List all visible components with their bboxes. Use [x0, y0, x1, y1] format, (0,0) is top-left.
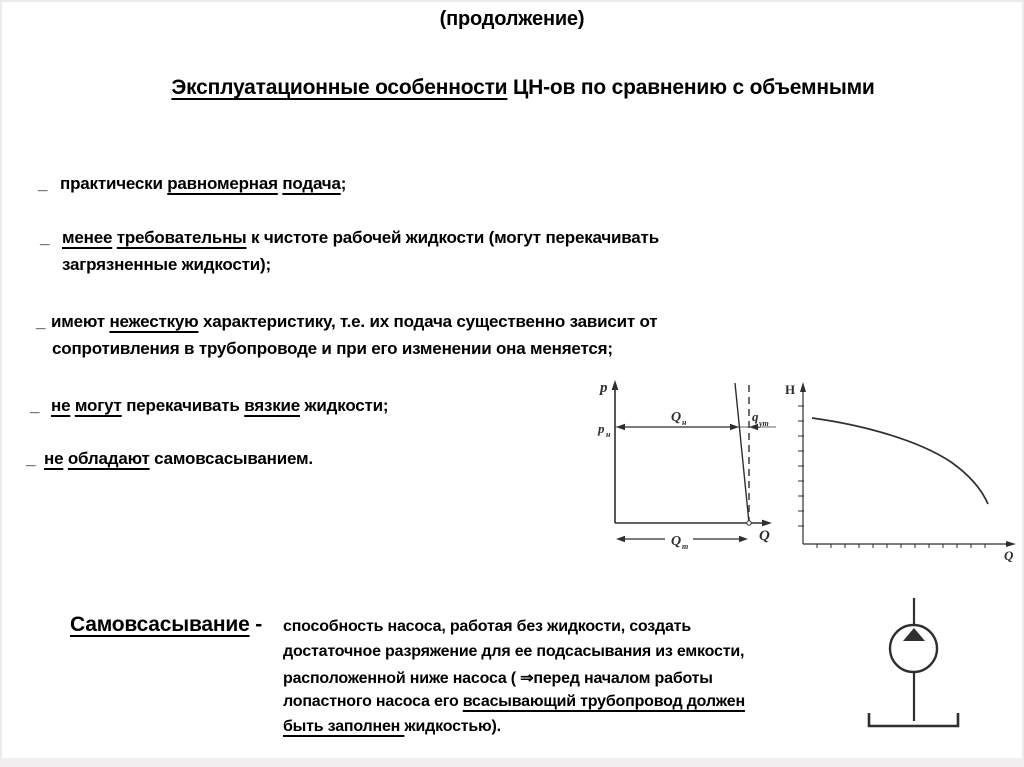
self-priming-definition-line2 [283, 643, 744, 661]
term-dash: - [249, 613, 268, 636]
nominal-pressure-sub: н [606, 430, 611, 439]
self-priming-definition-line4 [283, 693, 745, 711]
flow-direction-triangle [903, 628, 925, 641]
bullet-uniform-flow [38, 174, 346, 194]
self-priming-term: Самовсасывание [70, 613, 250, 636]
heading-underlined-part: Эксплуатационные особенности [171, 76, 508, 99]
theoretical-flow-sub: т [682, 542, 689, 551]
y-axis-arrow [800, 382, 806, 392]
bullet-marker: _ [38, 174, 48, 193]
definition-text: лопастного насоса его [283, 693, 463, 710]
bullet-text: имеют [51, 312, 110, 331]
bullet-marker: _ [30, 396, 40, 415]
bullet-text: самовсасыванием. [149, 449, 313, 468]
y-axis-arrow [612, 380, 619, 390]
bullet-text: практически [60, 174, 168, 193]
leakage-flow-label: q [752, 409, 759, 424]
leakage-flow-sub: ут [759, 419, 769, 428]
definition-text: способность насоса, работая без жидкости, создать [283, 618, 691, 635]
theoretical-flow-label: Q [671, 534, 682, 549]
bullet-viscous-liquids [30, 396, 388, 416]
actual-characteristic-line [735, 383, 749, 523]
bullet-text: требовательны [116, 228, 247, 247]
bullet-marker: _ [36, 312, 46, 331]
bullet-text: не [44, 449, 64, 468]
bullet-text: загрязненные жидкости); [62, 255, 271, 274]
bullet-marker: _ [40, 228, 50, 247]
x-axis-arrow [762, 520, 772, 527]
nominal-flow-label: Q [671, 410, 682, 425]
bullet-text: подача [282, 174, 341, 193]
heading-rest-part: ЦН-ов по сравнению с объемными [507, 76, 875, 99]
self-priming-definition-line3 [283, 668, 713, 688]
hq-characteristic-diagram [783, 372, 1023, 564]
hq-x-axis-label: Q [1004, 548, 1014, 563]
continuation-label: (продолжение) [439, 8, 585, 30]
pq-x-axis-label: Q [759, 528, 770, 544]
intersection-point [747, 521, 751, 525]
leakage-arrow [749, 424, 758, 430]
bullet-text: характеристику, т.е. их подача существенно зависит от [198, 312, 658, 331]
pq-y-axis-label: p [600, 380, 608, 396]
bullet-less-demanding [40, 228, 659, 248]
slide-bottom-edge [0, 758, 1024, 767]
bullet-text: нежесткую [109, 312, 199, 331]
bullet-text: обладают [67, 449, 150, 468]
self-priming-definition-line5 [283, 718, 501, 736]
bullet-less-demanding-line2 [62, 255, 271, 275]
bullet-text: равномерная [167, 174, 278, 193]
nominal-pressure-label: p [598, 421, 605, 436]
bullet-marker: _ [26, 449, 36, 468]
pump-curve [812, 418, 988, 504]
pump-symbol [853, 595, 978, 745]
definition-text-underlined: быть заполнен [283, 718, 405, 735]
definition-text: достаточное разряжение для ее подсасывания из емкости, [283, 643, 745, 660]
self-priming-term-wrap [70, 613, 283, 637]
bullet-text: жидкости; [300, 396, 389, 415]
hq-axes [800, 382, 1016, 547]
x-axis-arrow [1006, 541, 1016, 547]
bullet-text: ; [340, 174, 347, 193]
nominal-flow-sub: н [682, 418, 687, 427]
bullet-text: к чистоте рабочей жидкости (могут перекачивать [246, 228, 659, 247]
bullet-text: перекачивать [121, 396, 245, 415]
self-priming-definition-line1 [70, 613, 691, 637]
bullet-text: менее [62, 228, 113, 247]
bullet-soft-characteristic-line2 [52, 339, 613, 359]
bullet-text: вязкие [244, 396, 301, 415]
bullet-text: не [51, 396, 71, 415]
pq-axes [612, 380, 772, 526]
definition-text: расположенной ниже насоса ( ⇒перед началом работы [283, 670, 713, 687]
definition-text: жидкостью). [404, 718, 501, 735]
definition-text-underlined: всасывающий трубопровод должен [462, 693, 745, 710]
bullet-no-self-priming [26, 449, 313, 469]
bullet-text: сопротивления в трубопроводе и при его изменении она меняется; [52, 339, 613, 358]
bullet-soft-characteristic [36, 312, 657, 332]
hq-y-axis-label: H [785, 382, 796, 397]
bullet-text: могут [74, 396, 122, 415]
pq-characteristic-diagram [595, 375, 780, 565]
slide-heading [0, 76, 1024, 100]
